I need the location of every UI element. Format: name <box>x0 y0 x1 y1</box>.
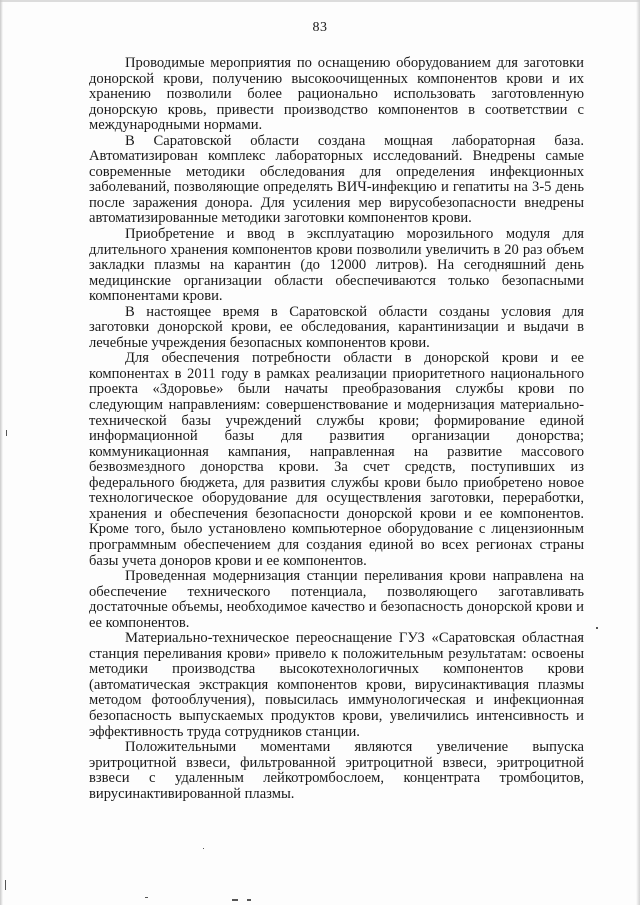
scan-speck <box>5 880 6 890</box>
paragraph-laboratory-base: В Саратовской области создана мощная лабораторная база. Автоматизирован комплекс лабораторных исследований. Внедрены самые современные методики обследования для определения инфекционных заболеваний, позволяющие определять ВИЧ-инфекцию и гепатиты на 3-5 день после заражения донора. Для усиления мер вирусобезопасности внедрены автоматизированные методики заготовки компонентов крови. <box>89 132 584 227</box>
scan-speck <box>6 430 7 436</box>
scan-edge-left <box>0 0 3 905</box>
scan-edge-top <box>0 0 640 2</box>
scan-edge-right <box>636 0 640 905</box>
scan-speck <box>203 848 204 849</box>
paragraph-positive-moments: Положительными моментами являются увеличение выпуска эритроцитной взвеси, фильтрованной эритроцитной взвеси, эритроцитной взвеси с удаленным лейкотромбослоем, концентрата тромбоцитов, вирусинактивированной плазмы. <box>89 739 584 802</box>
paragraph-conditions: В настоящее время в Саратовской области созданы условия для заготовки донорской крови, ее обследования, карантинизации и выдачи в лечебные учреждения безопасных компонентов крови. <box>89 303 584 351</box>
paragraph-reequipment: Материально-техническое переоснащение ГУЗ «Саратовская областная станция переливания крови» привело к положительным результатам: освоены методики производства высокотехнологичных компонентов крови (автоматическая экстракция компонентов крови, вирусинактивация плазмы методом фотооблучения), повысилась иммунологическая и инфекционная безопасность выпускаемых продуктов крови, увеличились интенсивность и эффективность труда сотрудников станции. <box>89 630 584 740</box>
page-number: 83 <box>312 20 328 35</box>
scan-speck <box>247 899 251 901</box>
scan-speck <box>145 897 148 898</box>
scan-speck <box>596 627 598 629</box>
paragraph-modernization: Проведенная модернизация станции переливания крови направлена на обеспечение технического потенциала, позволяющего заготавливать достаточные объемы, необходимое качество и безопасность донорской крови и ее компонентов. <box>89 568 584 631</box>
paragraph-national-project: Для обеспечения потребности области в донорской крови и ее компонентах в 2011 году в рамках реализации приоритетного национального проекта «Здоровье» были начаты преобразования службы крови по следующим направлениям: совершенствование и модернизация материально-технической базы учреждений службы крови; формирование единой информационной базы для развития организации донорства; коммуникационная кампания, направленная на развитие массового безвозмездного донорства крови. За счет средств, поступивших из федерального бюджета, для развития службы крови было приобретено новое технологическое оборудование для осуществления заготовки, переработки, хранения и обеспечения безопасности донорской крови и ее компонентов. Кроме того, было установлено компьютерное оборудование с лицензионным программным обеспечением для создания единой во всех регионах страны базы учета доноров крови и ее компонентов. <box>89 350 584 569</box>
scan-speck <box>232 899 238 901</box>
paragraph-freezer-module: Приобретение и ввод в эксплуатацию морозильного модуля для длительного хранения компонентов крови позволили увеличить в 20 раз объем закладки плазмы на карантин (до 12000 литров). На сегодняшний день медицинские организации области обеспечиваются только безопасными компонентами крови. <box>89 226 584 305</box>
paragraph-equipment: Проводимые мероприятия по оснащению оборудованием для заготовки донорской крови, получению высокоочищенных компонентов крови и их хранению позволили более рационально использовать заготовленную донорскую кровь, привести производство компонентов в соответствии с международными нормами. <box>89 55 584 134</box>
document-body <box>89 56 584 802</box>
